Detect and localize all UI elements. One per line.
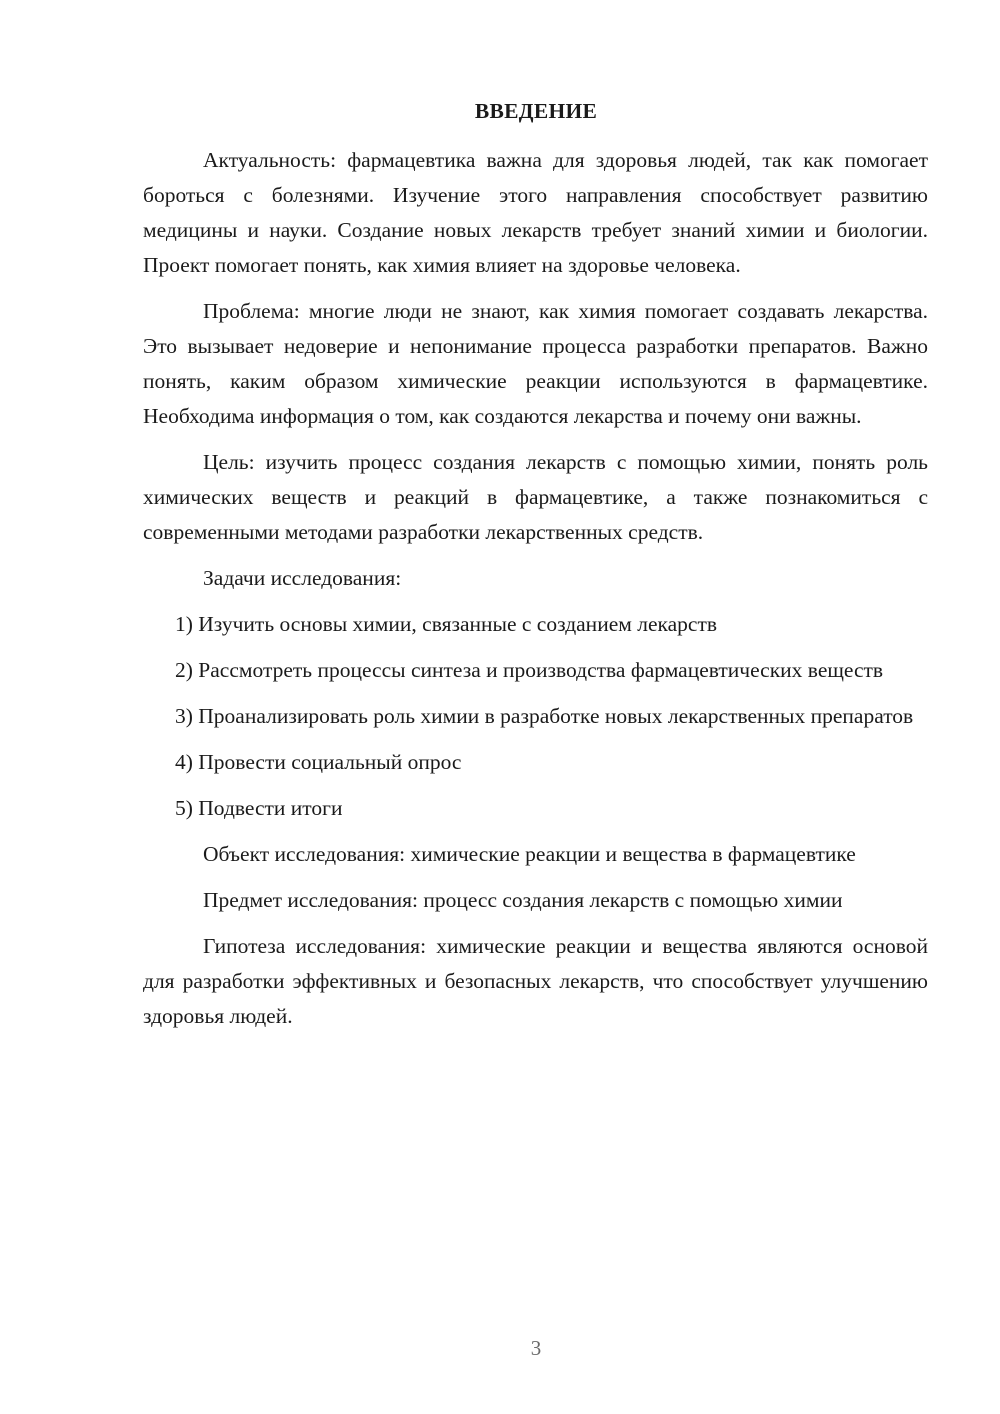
paragraph-relevance: Актуальность: фармацевтика важна для здоровья людей, так как помогает бороться с болезнями. Изучение этого направления способствует развитию медицины и науки. Создание новых лекарств требует знаний химии и биологии. Проект помогает понять, как химия влияет на здоровье человека. bbox=[143, 148, 928, 277]
paragraph-subject: Предмет исследования: процесс создания лекарств с помощью химии bbox=[203, 888, 843, 912]
task-item-3: 3) Проанализировать роль химии в разработке новых лекарственных препаратов bbox=[175, 704, 914, 728]
task-item-4: 4) Провести социальный опрос bbox=[175, 750, 462, 774]
tasks-heading: Задачи исследования: bbox=[203, 566, 402, 590]
task-item-1: 1) Изучить основы химии, связанные с созданием лекарств bbox=[175, 612, 717, 636]
task-item-2: 2) Рассмотреть процессы синтеза и производства фармацевтических веществ bbox=[175, 658, 884, 682]
task-item-5: 5) Подвести итоги bbox=[175, 796, 343, 820]
paragraph-object: Объект исследования: химические реакции и вещества в фармацевтике bbox=[203, 842, 856, 866]
page-number: 3 bbox=[530, 1336, 542, 1360]
paragraph-hypothesis: Гипотеза исследования: химические реакции и вещества являются основой для разработки эффективных и безопасных лекарств, что способствует улучшению здоровья людей. bbox=[143, 934, 928, 1028]
page-title: ВВЕДЕНИЕ bbox=[474, 99, 598, 123]
paragraph-problem: Проблема: многие люди не знают, как химия помогает создавать лекарства. Это вызывает недоверие и непонимание процесса разработки препаратов. Важно понять, каким образом химические реакции используются в фармацевтике. Необходима информация о том, как создаются лекарства и почему они важны. bbox=[143, 299, 928, 428]
document-body bbox=[143, 143, 928, 1034]
paragraph-goal: Цель: изучить процесс создания лекарств с помощью химии, понять роль химических веществ и реакций в фармацевтике, а также познакомиться с современными методами разработки лекарственных средств. bbox=[143, 450, 928, 544]
